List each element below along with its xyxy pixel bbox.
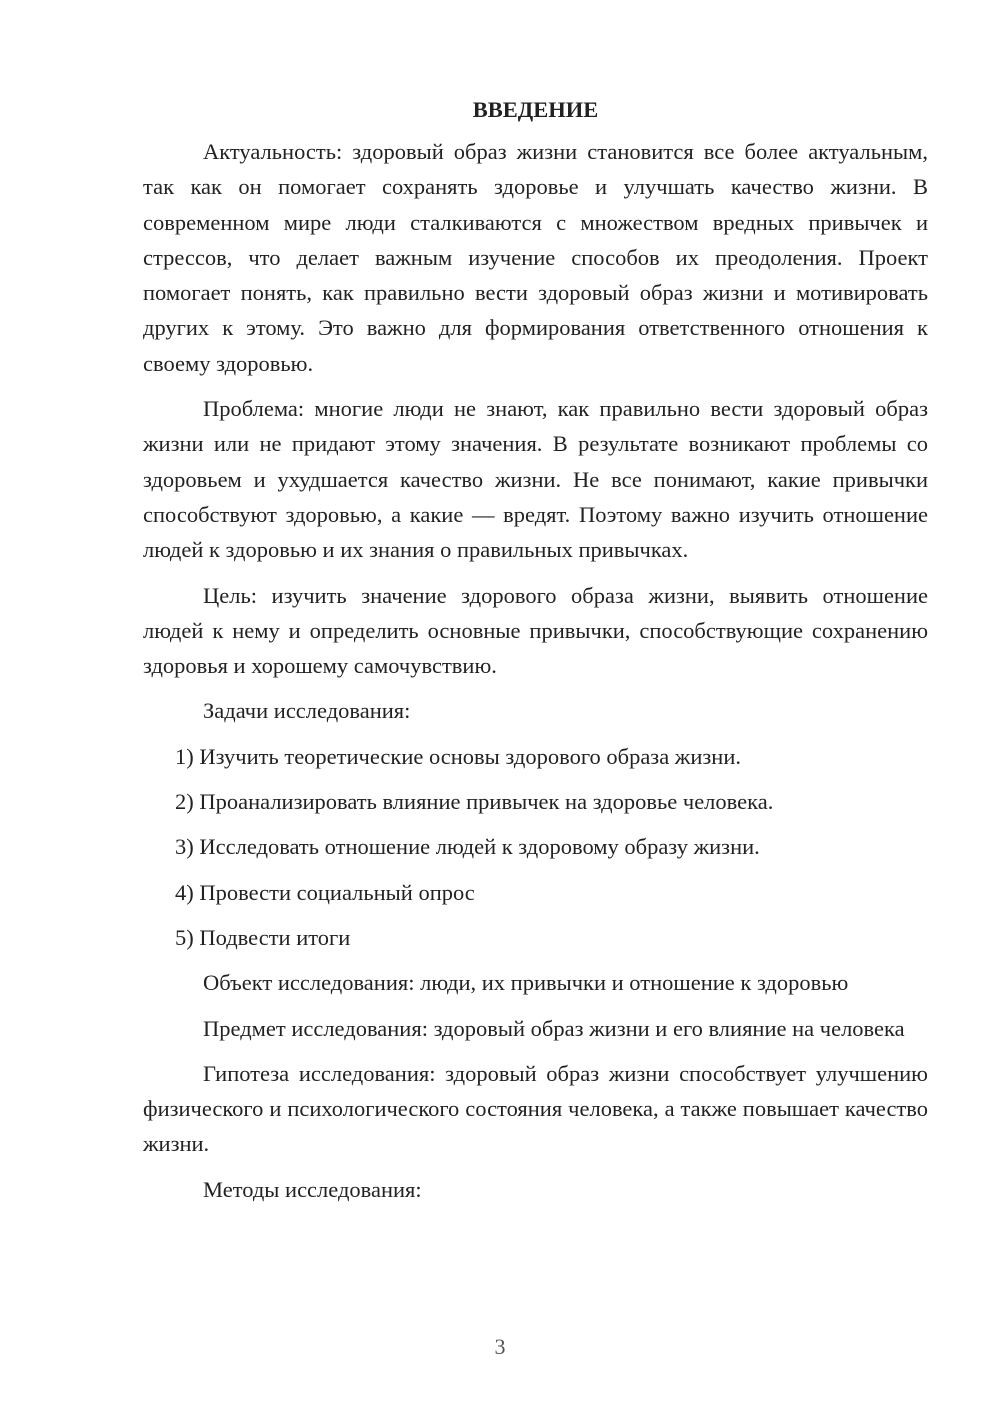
list-item: 5) Подвести итоги	[175, 924, 351, 950]
document-page	[143, 92, 928, 1217]
paragraph-object: Объект исследования: люди, их привычки и отношение к здоровью	[203, 970, 849, 996]
paragraph-hypothesis: Гипотеза исследования: здоровый образ жизни способствует улучшению физического и психологического состояния человека, а также повышает качество жизни.	[143, 1060, 928, 1157]
list-item: 2) Проанализировать влияние привычек на здоровье человека.	[175, 789, 774, 815]
paragraph-goal: Цель: изучить значение здорового образа жизни, выявить отношение людей к нему и определить основные привычки, способствующие сохранению здоровья и хорошему самочувствию.	[143, 582, 928, 679]
paragraph-problem: Проблема: многие люди не знают, как правильно вести здоровый образ жизни или не придают этому значения. В результате возникают проблемы со здоровьем и ухудшается качество жизни. Не все понимают, какие привычки способствуют здоровью, а какие — вредят. Поэтому важно изучить отношение людей к здоровью и их знания о правильных привычках.	[143, 396, 928, 563]
page-title: ВВЕДЕНИЕ	[472, 97, 599, 122]
paragraph-relevance: Актуальность: здоровый образ жизни становится все более актуальным, так как он помогает сохранять здоровье и улучшать качество жизни. В современном мире люди сталкиваются с множеством вредных привычек и стрессов, что делает важным изучение способов их преодоления. Проект помогает понять, как правильно вести здоровый образ жизни и мотивировать других к этому. Это важно для формирования ответственного отношения к своему здоровью.	[143, 139, 928, 376]
page-number: 3	[494, 1334, 506, 1359]
methods-heading: Методы исследования:	[203, 1176, 422, 1202]
list-item: 3) Исследовать отношение людей к здоровому образу жизни.	[175, 834, 760, 860]
tasks-heading: Задачи исследования:	[203, 698, 411, 724]
list-item: 1) Изучить теоретические основы здорового образа жизни.	[175, 743, 741, 769]
tasks-list	[143, 739, 928, 955]
list-item: 4) Провести социальный опрос	[175, 879, 475, 905]
paragraph-subject: Предмет исследования: здоровый образ жизни и его влияние на человека	[203, 1015, 905, 1041]
